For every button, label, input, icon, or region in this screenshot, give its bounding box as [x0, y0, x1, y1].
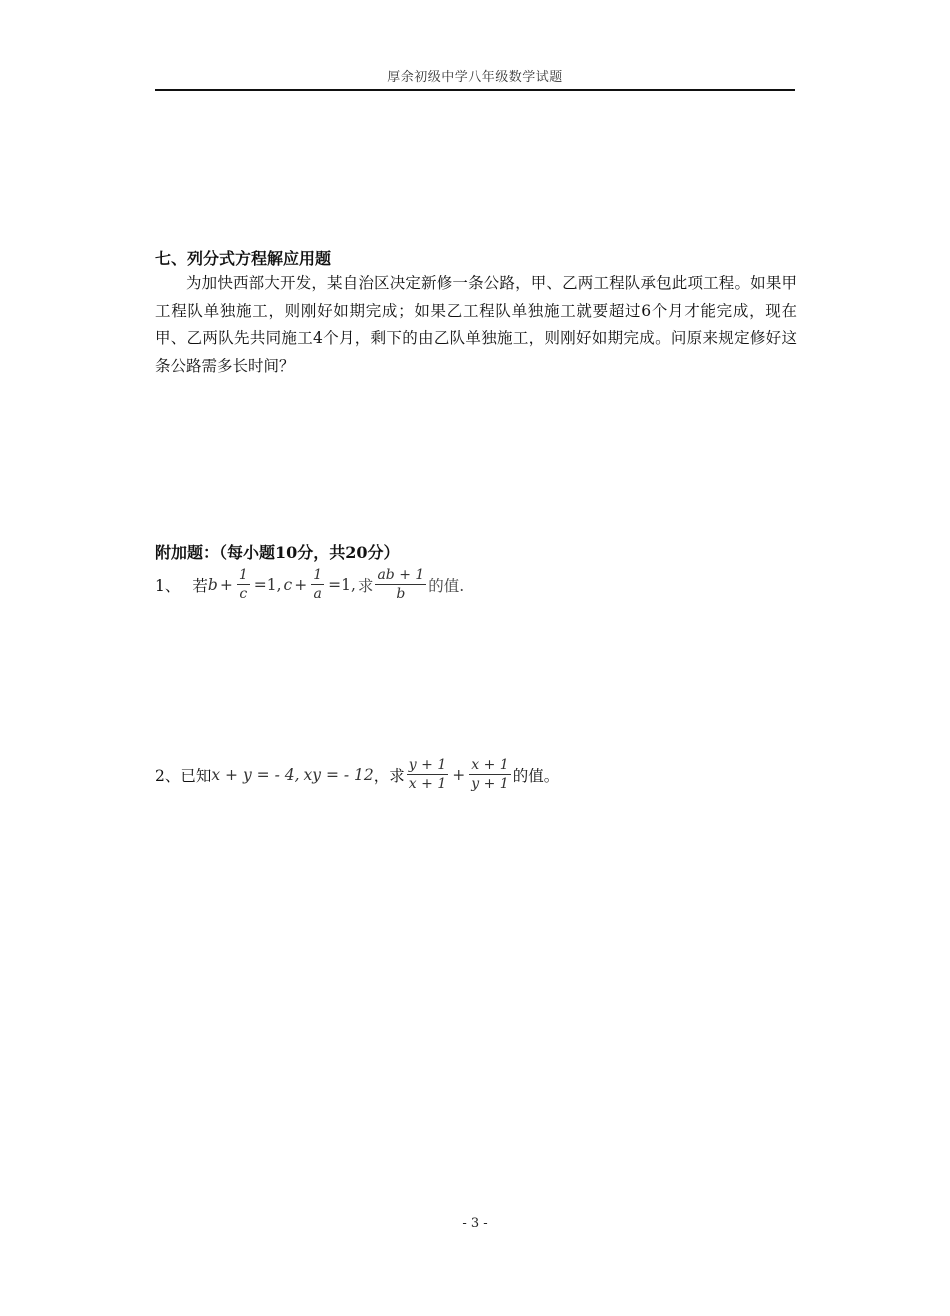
- fraction-denominator: a: [313, 586, 322, 602]
- problem-2-prefix: 已知: [180, 766, 212, 785]
- problem-2-ask: 求: [389, 766, 405, 785]
- plus-sign: +: [219, 575, 233, 594]
- fraction-denominator: x + 1: [408, 776, 447, 792]
- problem-1-number: 1、: [155, 576, 181, 595]
- fraction-numerator: y + 1: [408, 757, 447, 773]
- problem-2-comma: ，: [373, 766, 390, 785]
- fraction-1-over-c: [237, 566, 250, 603]
- bonus-problem-1: [155, 566, 464, 603]
- fraction-numerator: 1: [313, 567, 323, 583]
- problem-2-number: 2、: [155, 766, 181, 785]
- fraction-y1-over-x1: [407, 756, 448, 793]
- equation-equals-2: =1,: [328, 575, 356, 594]
- page-header-title: 厚余初级中学八年级数学试题: [387, 70, 563, 85]
- fraction-denominator: y + 1: [471, 776, 509, 792]
- section-7-title: 七、列分式方程解应用题: [155, 249, 332, 268]
- fraction-1-over-a: [311, 566, 324, 603]
- problem-2-suffix: 的值。: [512, 766, 560, 785]
- fraction-numerator: 1: [238, 567, 248, 583]
- problem-1-suffix: 的值.: [428, 576, 465, 595]
- plus-sign: +: [452, 765, 466, 784]
- section-7-problem-text: 为加快西部大开发，某自治区决定新修一条公路，甲、乙两工程队承包此项工程。如果甲工程队单独施工，则刚好如期完成；如果乙工程队单独施工就要超过6个月才能完成，现在甲、乙两队先共同施工4个月，剩下的由乙队单独施工，则刚好如期完成。问原来规定修好这条公路需多长时间？: [155, 274, 797, 375]
- bonus-section-title: 附加题：（每小题10分，共20分）: [155, 543, 400, 562]
- problem-1-ask: 求: [357, 576, 374, 595]
- page-number: - 3 -: [462, 1216, 488, 1231]
- problem-1-prefix: 若: [192, 576, 208, 595]
- header-rule: [155, 89, 795, 91]
- fraction-denominator: b: [396, 586, 406, 602]
- fraction-denominator: c: [239, 586, 248, 602]
- equation-equals-1: =1,: [253, 575, 282, 594]
- condition-xy: xy = - 12: [303, 765, 374, 784]
- fraction-x1-over-y1: [469, 756, 510, 793]
- fraction-ab-plus-1-over-b: [375, 566, 426, 603]
- math-var-c: c: [283, 575, 293, 594]
- fraction-numerator: ab + 1: [377, 567, 425, 583]
- condition-x-plus-y: x + y = - 4,: [211, 765, 300, 784]
- math-var-b: b: [207, 575, 218, 594]
- plus-sign: +: [294, 575, 308, 594]
- fraction-numerator: x + 1: [471, 757, 509, 773]
- bonus-problem-2: [155, 756, 559, 793]
